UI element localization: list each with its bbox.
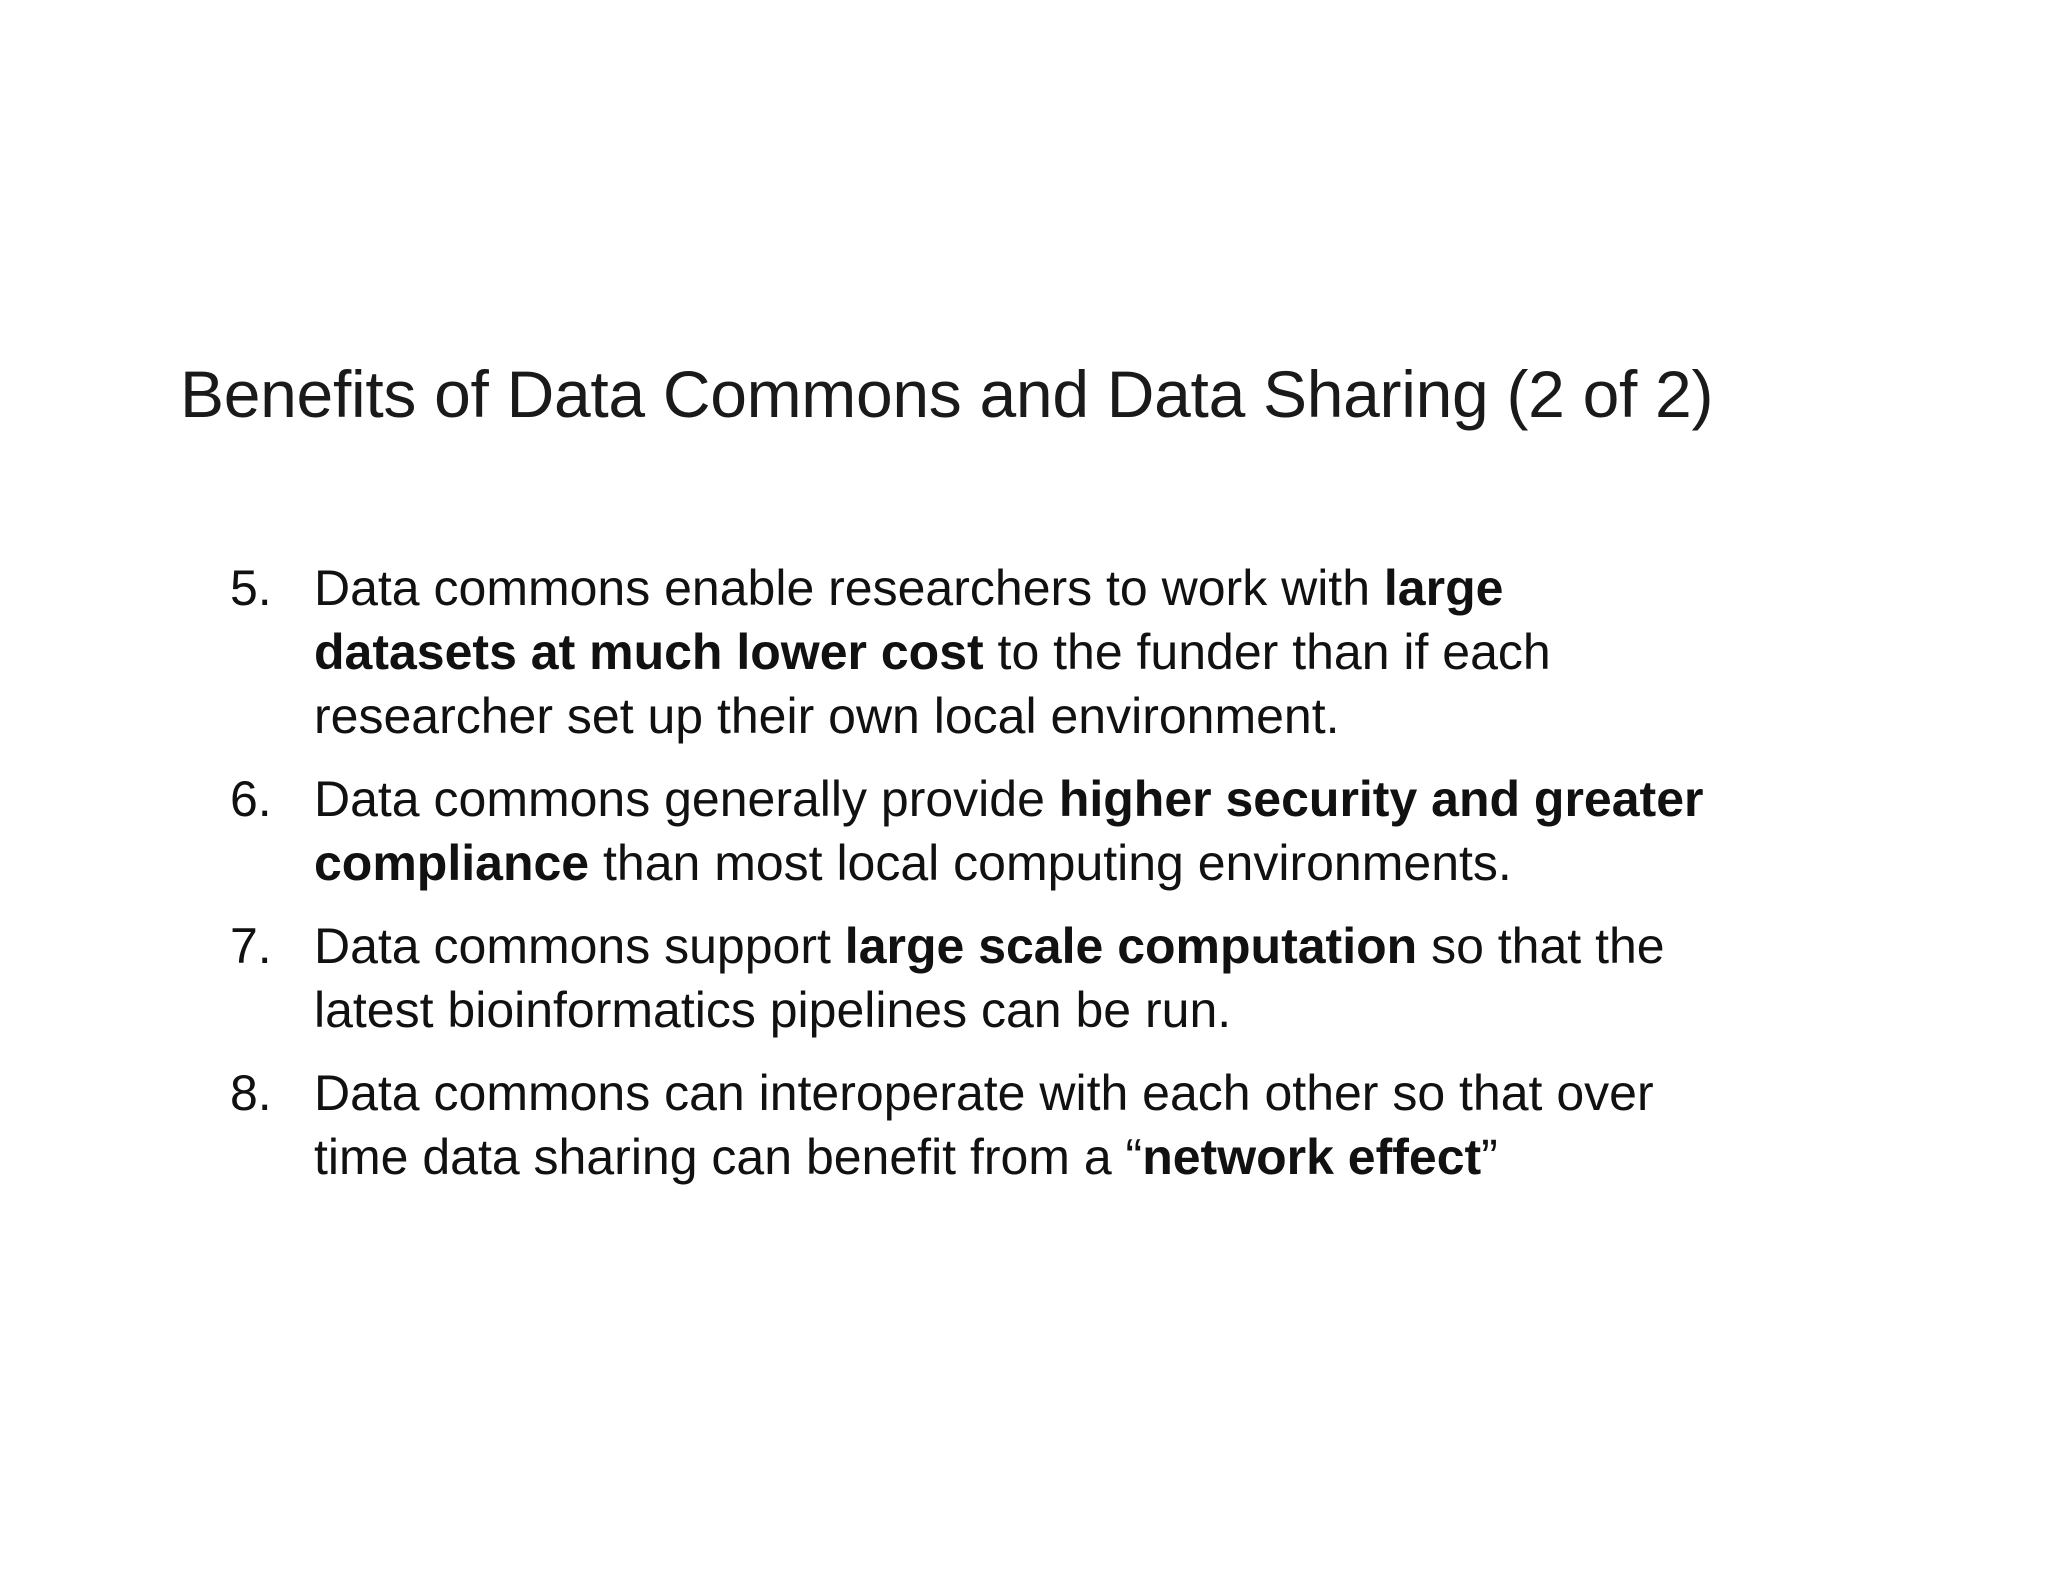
benefit-text-line (314, 767, 1810, 831)
benefit-number: 6. (230, 771, 272, 827)
emphasized-text: network effect (1142, 1129, 1482, 1185)
emphasized-text: compliance (314, 835, 590, 891)
benefit-number: 5. (230, 560, 272, 616)
body-text: ” (1481, 1129, 1498, 1185)
benefit-text-line (314, 831, 1810, 895)
emphasized-text: higher security and greater (1058, 771, 1704, 827)
body-text: than most local computing environments. (589, 835, 1512, 891)
emphasized-text: datasets at much lower cost (314, 624, 984, 680)
emphasized-text: large (1383, 560, 1504, 616)
benefit-item (230, 556, 1810, 748)
emphasized-text: large scale computation (844, 918, 1418, 974)
body-text: Data commons support (314, 918, 845, 974)
benefit-text-line (314, 978, 1810, 1042)
benefit-text-line (314, 556, 1810, 620)
body-text: time data sharing can benefit from a “ (314, 1129, 1143, 1185)
benefit-item (230, 914, 1810, 1042)
benefit-item (230, 1061, 1810, 1189)
benefit-list (230, 556, 1810, 1208)
benefit-text-line (314, 684, 1810, 748)
body-text: to the funder than if each (983, 624, 1551, 680)
benefit-text-line (314, 620, 1810, 684)
benefit-number: 7. (230, 918, 272, 974)
body-text: Data commons enable researchers to work with (314, 560, 1384, 616)
benefit-text-line (314, 914, 1810, 978)
benefit-text-line (314, 1061, 1810, 1125)
benefit-item (230, 767, 1810, 895)
benefit-number: 8. (230, 1065, 272, 1121)
body-text: researcher set up their own local environment. (314, 688, 1340, 744)
body-text: Data commons generally provide (314, 771, 1059, 827)
body-text: Data commons can interoperate with each other so that over (314, 1065, 1654, 1121)
benefit-text-line (314, 1125, 1810, 1189)
body-text: so that the (1417, 918, 1665, 974)
slide-title: Benefits of Data Commons and Data Sharing (2 of 2) (180, 357, 1714, 431)
body-text: latest bioinformatics pipelines can be run. (314, 982, 1232, 1038)
